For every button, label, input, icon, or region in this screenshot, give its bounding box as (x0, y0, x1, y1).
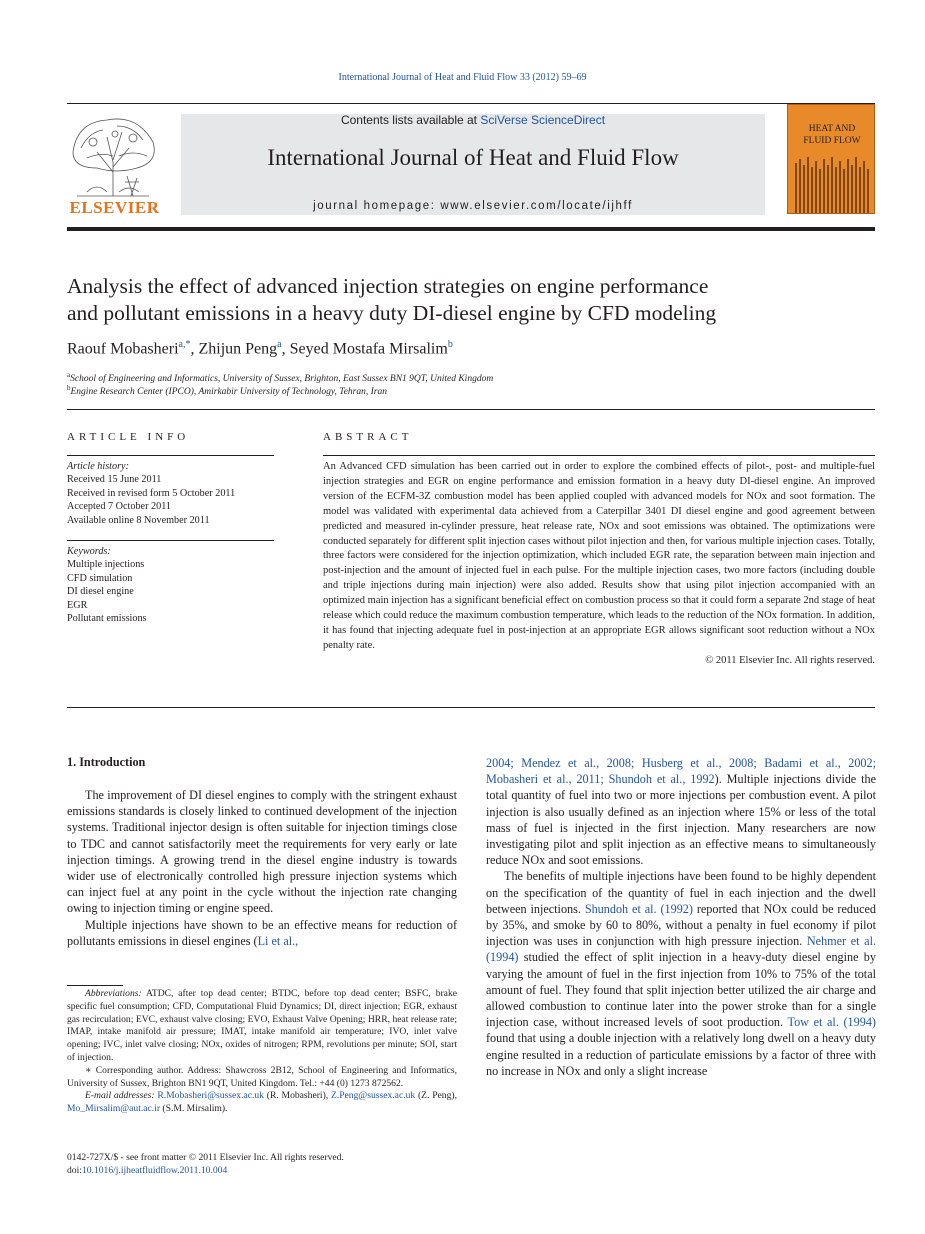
cover-title-line2: FLUID FLOW (803, 136, 861, 146)
publisher-wordmark: ELSEVIER (69, 198, 160, 217)
paragraph-text: studied the effect of split injection in a heavy-duty diesel engine by varying the amount of fuel in the first injection from 10% to 75% of the total amount of fuel. They found that split injection better utilized the air charge and allowed combustion to continue later into the power stroke than for a single injection case, without increased levels of soot production. (486, 950, 876, 1030)
issn-line: 0142-727X/$ - see front matter © 2011 Elsevier Inc. All rights reserved. (67, 1152, 344, 1163)
affiliation-rule (67, 409, 875, 410)
introduction-left-column (67, 787, 457, 949)
citation-link[interactable]: 2004; Mendez et al., 2008; Husberg et al., 2008; Badami et al., 2002; Mobasheri et al., 2011; Shundoh et al., 1992 (486, 756, 876, 787)
history-item: Received 15 June 2011 (67, 474, 162, 486)
homepage-prefix: journal homepage: (313, 200, 441, 212)
affiliation-text: Engine Research Center (IPCO), Amirkabir University of Technology, Tehran, Iran (70, 387, 387, 398)
footnotes (67, 988, 457, 1116)
paragraph-text: The benefits of multiple injections have been found to be highly dependent on the specification of the quantity of fuel in each injection and the dwell between injections. (486, 869, 876, 916)
paragraph (67, 917, 457, 949)
history-item: Accepted 7 October 2011 (67, 501, 172, 513)
paragraph-text: ). Multiple injections divide the total quantity of fuel into two or more injections per combustion event. A pilot injection is also usually defined as an injection where 15% or less of the total mass of fuel is injected in the first injection. Many researchers are now investigating pilot and split injection as an effective means to simultaneously reduce NOx and soot emissions. (486, 772, 876, 868)
keyword-item: Pollutant emissions (67, 613, 147, 625)
paragraph-text: Multiple injections have shown to be an effective means for reduction of pollutants emissions in diesel engines ( (67, 917, 457, 948)
author-affiliation-mark[interactable]: b (447, 339, 453, 350)
history-item: Received in revised form 5 October 2011 (67, 487, 236, 499)
article-info-rule (67, 455, 274, 456)
affiliation-mark: a (67, 371, 71, 379)
contents-prefix: Contents lists available at (340, 113, 481, 127)
author-name[interactable]: Seyed Mostafa Mirsalim (289, 340, 448, 358)
contents-line (181, 113, 765, 127)
paragraph-text: reported that NOx could be reduced by 35%, and smoke by 60 to 80%, without a penalty in fuel economy if pilot injection was uses in conjunction with high pressure injection. (486, 901, 876, 949)
author-name[interactable]: Zhijun Peng (198, 340, 278, 358)
doi-link[interactable]: 10.1016/j.ijheatfluidflow.2011.10.004 (81, 1165, 228, 1176)
keyword-item: Multiple injections (67, 559, 145, 571)
paragraph-text: found that using a double injection with a relatively long dwell on a heavy duty engine resulted in a reduction of particulate emissions by a factor of three with no increase in NOx and only a slight increase (486, 1031, 876, 1078)
introduction-heading: 1. Introduction (67, 755, 146, 769)
abstract-body (323, 460, 875, 669)
paragraph (486, 755, 876, 868)
email-link[interactable]: Z.Peng@sussex.ac.uk (330, 1090, 416, 1102)
journal-cover-image (787, 104, 875, 214)
article-info-heading: ARTICLE INFO (67, 431, 190, 443)
abstract-rule (323, 455, 875, 456)
author-name[interactable]: Raouf Mobasheri (67, 340, 179, 358)
footnote-rule (67, 985, 123, 986)
citation-link[interactable]: Li et al., (257, 933, 299, 948)
email-footnote (67, 1090, 457, 1116)
journal-homepage (181, 200, 765, 212)
cover-title (788, 123, 875, 147)
email-link[interactable]: R.Mobasheri@sussex.ac.uk (157, 1090, 264, 1102)
abstract-heading: ABSTRACT (323, 431, 413, 443)
paragraph: The improvement of DI diesel engines to comply with the stringent exhaust emissions standards is closely linked to continued development of the injection systems. Traditional injector design is often suitable for injection timings close to TDC and cannot satisfactorily meet the requirements for very early or late injection timings. A growing trend in the diesel engine industry is towards wider use of electronically controlled high pressure injection systems which can inject fuel at any point in the cycle without the injection rate changing owing to injection timing or engine speed. (67, 788, 457, 916)
abstract-copyright: © 2011 Elsevier Inc. All rights reserved. (705, 654, 875, 666)
affiliation (67, 384, 387, 397)
author-list: Raouf Mobasheri$^{a,*}$, Zhijun Peng$^a$, Seyed Mostafa Mirsalim$^b$ (67, 339, 453, 358)
article-history (67, 460, 274, 527)
journal-name: International Journal of Heat and Fluid Flow (267, 145, 679, 170)
author-affiliation-mark[interactable]: a,* (178, 339, 191, 350)
email-label: E-mail addresses: (85, 1090, 155, 1102)
keywords-label: Keywords: (67, 546, 111, 557)
email-owner: (Z. Peng), (415, 1090, 457, 1102)
abstract-bottom-rule (67, 707, 875, 708)
abbreviations-label: Abbreviations: (85, 988, 142, 999)
article-history-label: Article history: (67, 461, 129, 472)
citation-link[interactable]: Nehmer et al. (1994) (486, 934, 876, 965)
header-top-rule (67, 103, 875, 104)
keyword-item: EGR (67, 599, 88, 611)
introduction-right-column (486, 755, 876, 1079)
cover-pattern (794, 155, 870, 214)
email-owner: (S.M. Mirsalim). (160, 1103, 228, 1115)
keyword-item: CFD simulation (67, 572, 133, 584)
author-affiliation-mark[interactable]: a (277, 339, 282, 350)
doi-prefix: doi: (67, 1165, 82, 1176)
page-footer (67, 1151, 457, 1177)
email-owner: (R. Mobasheri), (263, 1090, 331, 1102)
cover-title-line1: HEAT AND (808, 124, 856, 134)
abstract-text: An Advanced CFD simulation has been carried out in order to explore the combined effects of pilot-, post- and multiple-fuel injection strategies and EGR on engine performance and emission formation in a heavy duty DI-diesel engine. An improved version of the ECFM-3Z combustion model has been applied coupled with advanced models for NOx and soot formation. The model was validated with experimental data achieved from a Caterpillar 3401 DI diesel engine and good agreement between predicted and measured in-cylinder pressure, heat release rate, NOx and soot emissions was obtained. The optimizations were conducted separately for different split injection cases without pilot injection and then, for various multiple injection cases. Totally, three factors were considered for the injection optimization, which included EGR rate, the separation between main injection and post-injection and the amount of injected fuel in each pulse. For the multiple injection cases, two more factors (including double and triple injections during main injection) were also added. Results show that using pilot injection accompanied with an optimized main injection has a significant beneficial effect on combustion process so that it could form a separate 2nd stage of heat release which could reduce the maximum combustion temperature, which leads to the reduction of the NOx formation. In addition, it has found that injecting adequate fuel in post-injection at an appropriate EGR allows significant soot reduction without a NOx penalty rate. (323, 461, 875, 651)
keyword-item: DI diesel engine (67, 586, 134, 598)
article-title-line1: Analysis the effect of advanced injection strategies on engine performance (67, 274, 709, 298)
affiliation (67, 371, 493, 384)
abbreviations-footnote (67, 988, 457, 1065)
affiliation-mark: b (67, 384, 71, 392)
history-item: Available online 8 November 2011 (67, 514, 210, 526)
paragraph (486, 868, 876, 1079)
header-bottom-rule (67, 227, 875, 231)
sciencedirect-link[interactable]: SciVerse ScienceDirect (480, 113, 606, 127)
homepage-url-link[interactable]: www.elsevier.com/locate/ijhff (440, 200, 633, 212)
citation-link[interactable]: Tow et al. (1994) (787, 1015, 876, 1030)
keywords-block (67, 545, 274, 625)
article-title-line2: and pollutant emissions in a heavy duty DI-diesel engine by CFD modeling (67, 301, 717, 325)
journal-citation[interactable]: International Journal of Heat and Fluid Flow 33 (2012) 59–69 (338, 72, 587, 83)
abbreviations-text: ATDC, after top dead center; BTDC, before top dead center; BSFC, brake specific fuel consumption; CFD, Computational Fluid Dynamics; DI, direct injection; EGR, exhaust gas recirculation; EVC, exhaust valve closing; EVO, Exhaust Valve Opening; HRR, heat release rate; IMAP, intake manifold air pressure; IMAT, intake manifold air temperature; IVO, inlet valve opening; IVC, inlet valve closing; NOx, oxides of nitrogen; RPM, revolutions per minute; SOI, start of injection. (67, 988, 457, 1063)
doi-line (67, 1164, 457, 1177)
keywords-rule (67, 540, 274, 541)
article-title (67, 273, 875, 327)
citation-link[interactable]: Shundoh et al. (1992) (584, 901, 693, 916)
corresponding-author-footnote: ∗ Corresponding author. Address: Shawcross 2B12, School of Engineering and Informatics, University of Sussex, Brighton BN1 9QT, United Kingdom. Tel.: +44 (0) 1273 872562. (67, 1064, 457, 1089)
email-link[interactable]: Mo_Mirsalim@aut.ac.ir (67, 1103, 161, 1115)
affiliation-text: School of Engineering and Informatics, University of Sussex, Brighton, East Sussex BN1 9QT, United Kingdom (70, 374, 494, 385)
